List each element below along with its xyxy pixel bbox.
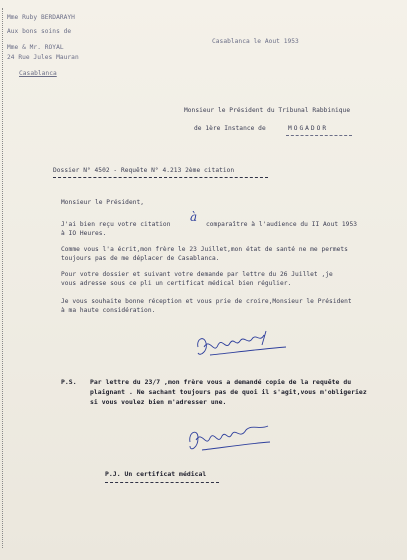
page-edge-mark — [2, 8, 7, 548]
paragraph-4-line-2: à ma haute considération. — [61, 307, 156, 314]
recipient-city: MOGADOR — [288, 125, 329, 132]
enclosure-underline — [105, 482, 219, 483]
ps-line-1: Par lettre du 23/7 ,mon frère vous a demandé copie de la requête du — [90, 378, 352, 386]
ps-line-2: plaignant . Ne sachant toujours pas de quoi il s'agit,vous m'obligeriez — [90, 388, 367, 396]
signature-2 — [180, 418, 280, 458]
paragraph-2-line-2: toujours pas de me déplacer de Casablanca. — [61, 255, 220, 262]
handwritten-correction: à — [190, 210, 198, 224]
recipient-court: de 1ère Instance de — [194, 125, 266, 132]
paragraph-2-line-1: Comme vous l'a écrit,mon frère le 23 Juillet,mon état de santé ne me permets — [61, 246, 348, 253]
salutation: Monsieur le Président, — [61, 199, 145, 206]
place-and-date: Casablanca le Aout 1953 — [212, 38, 299, 45]
sender-city: Casablanca — [19, 70, 57, 77]
case-reference: Dossier N° 4502 - Requête N° 4.213 2ème citation — [53, 167, 235, 174]
paragraph-3-line-2: vous adresse sous ce pli un certificat médical bien régulier. — [61, 280, 292, 287]
enclosure-note: P.J. Un certificat médical — [105, 470, 207, 478]
paragraph-1-line-2: à IO Heures. — [61, 230, 107, 237]
sender-street: 24 Rue Jules Mauran — [7, 54, 79, 61]
ps-label: P.S. — [61, 378, 77, 386]
paragraph-3-line-1: Pour votre dossier et suivant votre demande par lettre du 26 Juillet ,je — [61, 271, 333, 278]
recipient-title: Monsieur le Président du Tribunal Rabbinique — [184, 107, 351, 114]
paragraph-1-line-1a: J'ai bien reçu votre citation — [61, 221, 171, 228]
paragraph-4-line-1: Je vous souhaite bonne réception et vous prie de croire,Monsieur le Président — [61, 298, 352, 305]
paragraph-1-line-1b: comparaître à l'audience du II Aout 1953 — [206, 221, 358, 228]
sender-name: Mme Ruby BERDARAYH — [7, 14, 75, 21]
sender-care-of: Aux bons soins de — [7, 28, 72, 35]
recipient-city-underline — [286, 135, 352, 136]
reference-underline — [53, 177, 268, 178]
signature-1 — [190, 325, 300, 365]
ps-line-3: si vous voulez bien m'adresser une. — [90, 398, 227, 406]
sender-host-name: Mme & Mr. ROYAL — [7, 44, 64, 51]
